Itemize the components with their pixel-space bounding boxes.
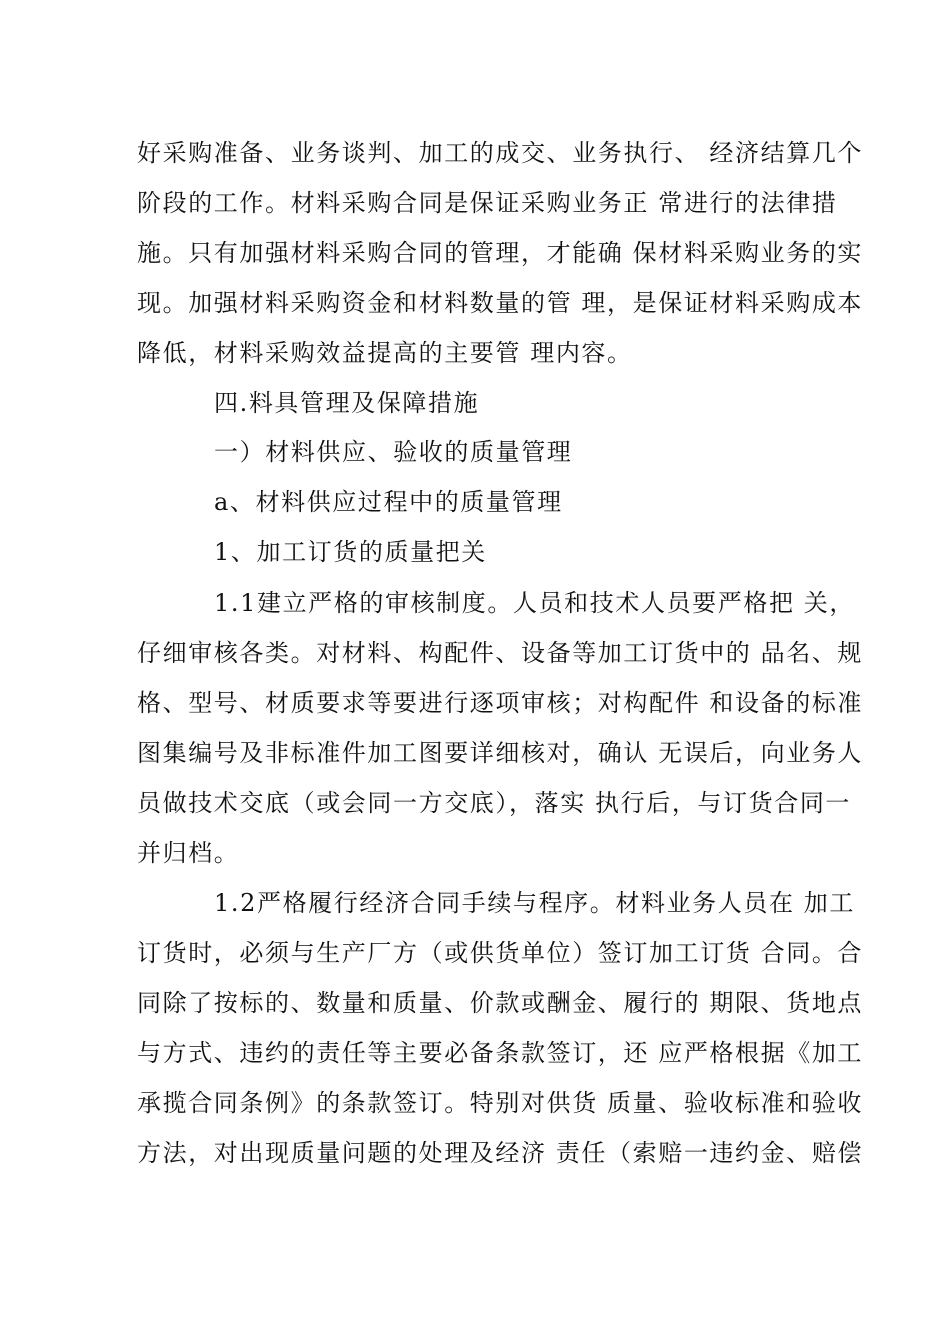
text-line: 仔细审核各类。对材料、构配件、设备等加工订货中的 品名、规: [137, 639, 864, 667]
text-line: 订货时，必须与生产厂方（或供货单位）签订加工订货 合同。合: [137, 939, 864, 967]
text-line: 承揽合同条例》的条款签订。特别对供货 质量、验收标准和验收: [137, 1089, 864, 1117]
text-line: 同除了按标的、数量和质量、价款或酬金、履行的 期限、货地点: [137, 989, 864, 1017]
text-line: 阶段的工作。材料采购合同是保证采购业务正 常进行的法律措: [137, 189, 838, 217]
text-line: 图集编号及非标准件加工图要详细核对，确认 无误后，向业务人: [137, 739, 864, 767]
text-line: 格、型号、材质要求等要进行逐项审核；对构配件 和设备的标准: [137, 689, 864, 717]
text-line: 1.2严格履行经济合同手续与程序。材料业务人员在 加工: [214, 889, 855, 917]
subsection-heading: 一）材料供应、验收的质量管理: [214, 438, 573, 466]
section-heading: 四.料具管理及保障措施: [214, 389, 480, 417]
text-line: 降低，材料采购效益提高的主要管 理内容。: [137, 339, 633, 367]
text-line: 与方式、违约的责任等主要必备条款签订，还 应严格根据《加工: [137, 1039, 864, 1067]
text-line: 并归档。: [137, 839, 240, 867]
text-line: 现。加强材料采购资金和材料数量的管 理，是保证材料采购成本: [137, 289, 864, 317]
text-line: 好采购准备、业务谈判、加工的成交、业务执行、 经济结算几个: [137, 139, 864, 167]
text-line: 员做技术交底（或会同一方交底），落实 执行后，与订货合同一: [137, 789, 852, 817]
text-line: 1.1建立严格的审核制度。人员和技术人员要严格把 关，: [214, 589, 855, 617]
text-line: 施。只有加强材料采购合同的管理，才能确 保材料采购业务的实: [137, 239, 864, 267]
subsection-heading: a、材料供应过程中的质量管理: [214, 488, 563, 516]
text-line: 方法，对出现质量问题的处理及经济 责任（索赔一违约金、赔偿: [137, 1139, 864, 1167]
subsection-heading: 1、加工订货的质量把关: [214, 538, 487, 566]
